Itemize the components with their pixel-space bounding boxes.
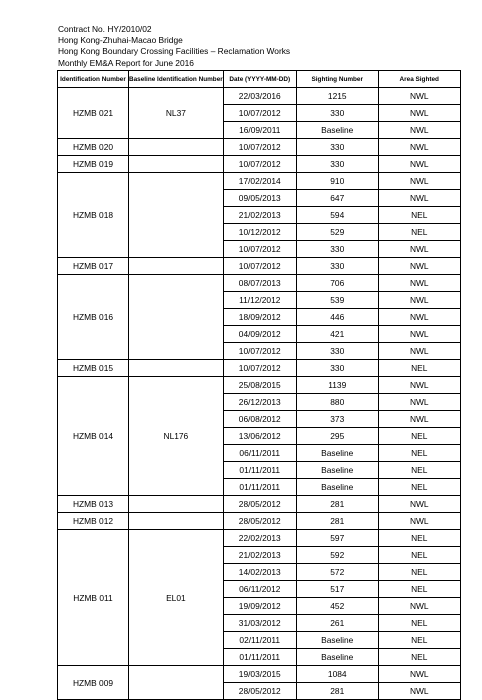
- sighting-number-cell: 517: [296, 581, 378, 598]
- baseline-identification-cell: [129, 156, 224, 173]
- sighting-number-cell: Baseline: [296, 649, 378, 666]
- table-row: [58, 496, 461, 513]
- date-cell: 22/02/2013: [223, 530, 296, 547]
- sighting-number-cell: 330: [296, 156, 378, 173]
- sighting-number-cell: 281: [296, 496, 378, 513]
- identification-number-cell: HZMB 016: [58, 275, 129, 360]
- identification-number-cell: HZMB 018: [58, 173, 129, 258]
- date-cell: 16/09/2011: [223, 122, 296, 139]
- contract-number: Contract No. HY/2010/02: [58, 24, 152, 34]
- date-cell: 17/02/2014: [223, 173, 296, 190]
- sighting-number-cell: 421: [296, 326, 378, 343]
- area-sighted-cell: NWL: [378, 683, 460, 700]
- sightings-table: [57, 70, 461, 700]
- date-cell: 21/02/2013: [223, 547, 296, 564]
- area-sighted-cell: NWL: [378, 377, 460, 394]
- table-row: [58, 360, 461, 377]
- area-sighted-cell: NWL: [378, 513, 460, 530]
- baseline-identification-cell: [129, 275, 224, 360]
- baseline-identification-cell: [129, 666, 224, 700]
- date-cell: 08/07/2013: [223, 275, 296, 292]
- sighting-number-cell: 281: [296, 683, 378, 700]
- sighting-number-cell: 330: [296, 258, 378, 275]
- date-cell: 06/08/2012: [223, 411, 296, 428]
- date-cell: 02/11/2011: [223, 632, 296, 649]
- table-body: [58, 88, 461, 700]
- area-sighted-cell: NEL: [378, 632, 460, 649]
- table-row: [58, 156, 461, 173]
- col-sighting-number: Sighting Number: [296, 71, 378, 88]
- sighting-number-cell: 452: [296, 598, 378, 615]
- date-cell: 10/07/2012: [223, 241, 296, 258]
- sighting-number-cell: 330: [296, 105, 378, 122]
- col-area-sighted: Area Sighted: [378, 71, 460, 88]
- sighting-number-cell: 1139: [296, 377, 378, 394]
- area-sighted-cell: NWL: [378, 241, 460, 258]
- baseline-identification-cell: NL176: [129, 377, 224, 496]
- baseline-identification-cell: EL01: [129, 530, 224, 666]
- area-sighted-cell: NEL: [378, 581, 460, 598]
- identification-number-cell: HZMB 020: [58, 139, 129, 156]
- area-sighted-cell: NWL: [378, 309, 460, 326]
- date-cell: 25/08/2015: [223, 377, 296, 394]
- area-sighted-cell: NEL: [378, 360, 460, 377]
- date-cell: 09/05/2013: [223, 190, 296, 207]
- date-cell: 28/05/2012: [223, 513, 296, 530]
- date-cell: 31/03/2012: [223, 615, 296, 632]
- area-sighted-cell: NEL: [378, 547, 460, 564]
- table-row: [58, 513, 461, 530]
- col-baseline-label: Baseline Identification Number: [129, 75, 223, 83]
- date-cell: 10/07/2012: [223, 343, 296, 360]
- area-sighted-cell: NEL: [378, 479, 460, 496]
- baseline-identification-cell: [129, 496, 224, 513]
- date-cell: 19/09/2012: [223, 598, 296, 615]
- table-row: [58, 377, 461, 394]
- date-cell: 04/09/2012: [223, 326, 296, 343]
- col-identification-number: Identification Number: [58, 71, 129, 88]
- area-sighted-cell: NWL: [378, 139, 460, 156]
- identification-number-cell: HZMB 017: [58, 258, 129, 275]
- area-sighted-cell: NEL: [378, 649, 460, 666]
- area-sighted-cell: NWL: [378, 275, 460, 292]
- table-row: [58, 88, 461, 105]
- date-cell: 01/11/2011: [223, 479, 296, 496]
- sighting-number-cell: Baseline: [296, 479, 378, 496]
- date-cell: 11/12/2012: [223, 292, 296, 309]
- date-cell: 10/07/2012: [223, 156, 296, 173]
- sighting-number-cell: 1215: [296, 88, 378, 105]
- area-sighted-cell: NWL: [378, 326, 460, 343]
- date-cell: 10/12/2012: [223, 224, 296, 241]
- sighting-number-cell: 330: [296, 241, 378, 258]
- baseline-identification-cell: [129, 360, 224, 377]
- area-sighted-cell: NEL: [378, 564, 460, 581]
- area-sighted-cell: NWL: [378, 292, 460, 309]
- sighting-number-cell: 597: [296, 530, 378, 547]
- area-sighted-cell: NEL: [378, 445, 460, 462]
- area-sighted-cell: NWL: [378, 666, 460, 683]
- table-row: [58, 666, 461, 683]
- works-name: Hong Kong Boundary Crossing Facilities – Reclamation Works: [58, 46, 291, 57]
- identification-number-cell: HZMB 015: [58, 360, 129, 377]
- col-date: Date (YYYY-MM-DD): [223, 71, 296, 88]
- area-sighted-cell: NWL: [378, 496, 460, 513]
- area-sighted-cell: NWL: [378, 190, 460, 207]
- date-cell: 06/11/2011: [223, 445, 296, 462]
- table-row: [58, 173, 461, 190]
- sighting-number-cell: 706: [296, 275, 378, 292]
- area-sighted-cell: NWL: [378, 411, 460, 428]
- baseline-identification-cell: [129, 139, 224, 156]
- date-cell: 10/07/2012: [223, 360, 296, 377]
- sighting-number-cell: 1084: [296, 666, 378, 683]
- table-row: [58, 258, 461, 275]
- date-cell: 01/11/2011: [223, 462, 296, 479]
- date-cell: 26/12/2013: [223, 394, 296, 411]
- sighting-number-cell: 529: [296, 224, 378, 241]
- sighting-number-cell: Baseline: [296, 462, 378, 479]
- area-sighted-cell: NWL: [378, 343, 460, 360]
- area-sighted-cell: NWL: [378, 394, 460, 411]
- sighting-number-cell: 330: [296, 343, 378, 360]
- sighting-number-cell: 880: [296, 394, 378, 411]
- sighting-number-cell: 446: [296, 309, 378, 326]
- table-row: [58, 530, 461, 547]
- identification-number-cell: HZMB 009: [58, 666, 129, 700]
- project-name: Hong Kong-Zhuhai-Macao Bridge: [58, 35, 183, 46]
- identification-number-cell: HZMB 012: [58, 513, 129, 530]
- date-cell: 28/05/2012: [223, 496, 296, 513]
- sighting-number-cell: 261: [296, 615, 378, 632]
- area-sighted-cell: NWL: [378, 173, 460, 190]
- sighting-number-cell: 572: [296, 564, 378, 581]
- identification-number-cell: HZMB 013: [58, 496, 129, 513]
- area-sighted-cell: NEL: [378, 462, 460, 479]
- area-sighted-cell: NEL: [378, 530, 460, 547]
- sighting-number-cell: Baseline: [296, 632, 378, 649]
- identification-number-cell: HZMB 021: [58, 88, 129, 139]
- area-sighted-cell: NWL: [378, 258, 460, 275]
- baseline-identification-cell: [129, 513, 224, 530]
- area-sighted-cell: NEL: [378, 615, 460, 632]
- sighting-number-cell: 539: [296, 292, 378, 309]
- date-cell: 14/02/2013: [223, 564, 296, 581]
- sighting-number-cell: 373: [296, 411, 378, 428]
- date-cell: 10/07/2012: [223, 258, 296, 275]
- baseline-identification-cell: [129, 173, 224, 258]
- date-cell: 21/02/2013: [223, 207, 296, 224]
- date-cell: 06/11/2012: [223, 581, 296, 598]
- sighting-number-cell: 295: [296, 428, 378, 445]
- baseline-identification-cell: [129, 258, 224, 275]
- date-cell: 01/11/2011: [223, 649, 296, 666]
- identification-number-cell: HZMB 011: [58, 530, 129, 666]
- sighting-number-cell: 594: [296, 207, 378, 224]
- area-sighted-cell: NWL: [378, 156, 460, 173]
- date-cell: 18/09/2012: [223, 309, 296, 326]
- identification-number-cell: HZMB 014: [58, 377, 129, 496]
- report-header: [58, 24, 290, 69]
- sighting-number-cell: 330: [296, 139, 378, 156]
- date-cell: 13/06/2012: [223, 428, 296, 445]
- sighting-number-cell: Baseline: [296, 122, 378, 139]
- area-sighted-cell: NWL: [378, 105, 460, 122]
- col-baseline-identification-number: [129, 71, 224, 88]
- date-cell: 19/03/2015: [223, 666, 296, 683]
- date-cell: 22/03/2016: [223, 88, 296, 105]
- area-sighted-cell: NEL: [378, 428, 460, 445]
- report-title: Monthly EM&A Report for June 2016: [58, 57, 194, 68]
- baseline-identification-cell: NL37: [129, 88, 224, 139]
- date-cell: 10/07/2012: [223, 139, 296, 156]
- date-cell: 28/05/2012: [223, 683, 296, 700]
- sighting-number-cell: 592: [296, 547, 378, 564]
- area-sighted-cell: NWL: [378, 122, 460, 139]
- sighting-number-cell: 281: [296, 513, 378, 530]
- table-header-row: [58, 71, 461, 88]
- area-sighted-cell: NWL: [378, 88, 460, 105]
- sighting-number-cell: 330: [296, 360, 378, 377]
- area-sighted-cell: NWL: [378, 598, 460, 615]
- sighting-number-cell: Baseline: [296, 445, 378, 462]
- table-row: [58, 139, 461, 156]
- identification-number-cell: HZMB 019: [58, 156, 129, 173]
- sighting-number-cell: 647: [296, 190, 378, 207]
- sighting-number-cell: 910: [296, 173, 378, 190]
- table-row: [58, 275, 461, 292]
- date-cell: 10/07/2012: [223, 105, 296, 122]
- area-sighted-cell: NEL: [378, 207, 460, 224]
- area-sighted-cell: NEL: [378, 224, 460, 241]
